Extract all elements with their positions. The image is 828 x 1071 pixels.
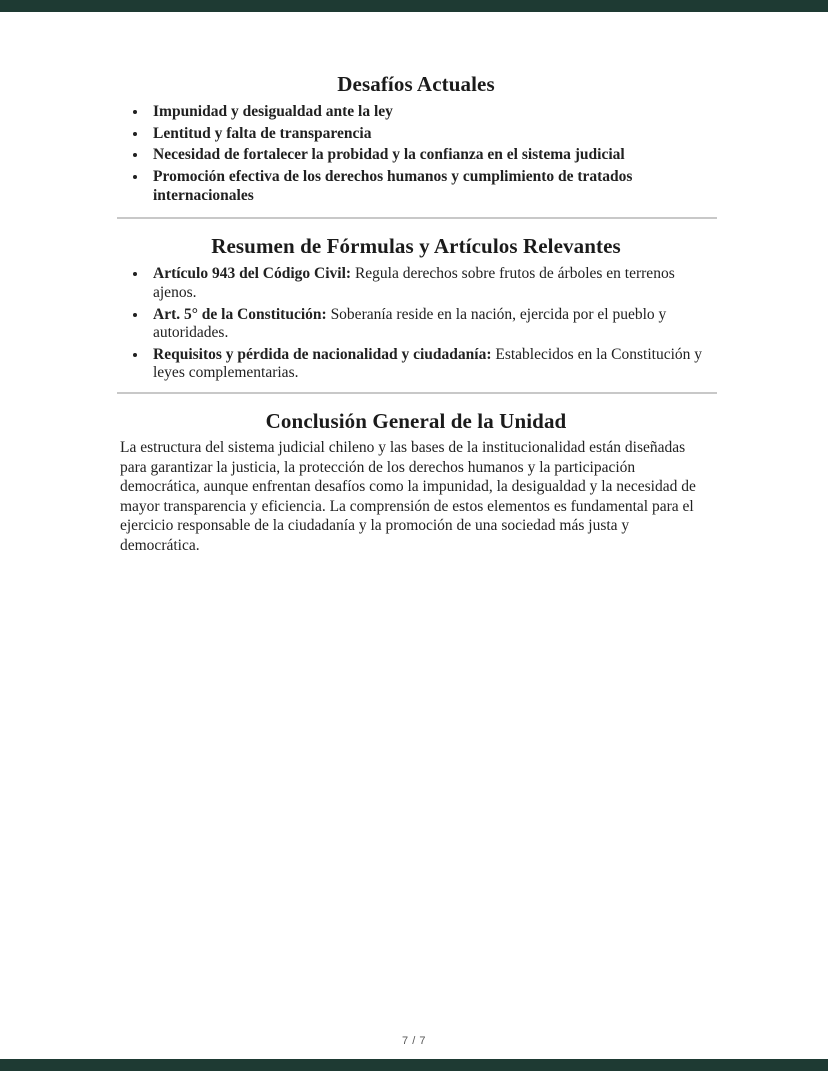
top-accent-bar [0, 0, 828, 12]
page-number: 7 / 7 [402, 1035, 426, 1047]
section-title: Conclusión General de la Unidad [265, 408, 567, 433]
bottom-accent-bar [0, 1059, 828, 1071]
conclusion-paragraph: La estructura del sistema judicial chileno y las bases de la institucionalidad están diseñadas para garantizar la justicia, la protección de los derechos humanos y la participación democrática, aunque enfrentan desafíos como la impunidad, la desigualdad y la necesidad de mayor transparencia y eficiencia. La comprensión de estos elementos es fundamental para el ejercicio responsable de la ciudadanía y la promoción de una sociedad más justa y democrática. [120, 439, 696, 554]
section-divider [117, 217, 717, 219]
bullet-list [120, 103, 712, 205]
list-item [148, 346, 712, 383]
section-resumen-formulas [120, 234, 712, 383]
section-divider [117, 392, 717, 394]
section-desafios-actuales [120, 72, 712, 205]
page-content [120, 72, 712, 555]
list-item: • Promoción efectiva de los derechos humanos y cumplimiento de tratados internacionales [148, 168, 712, 205]
desc-text: Establecidos en la Constitución y leyes complementarias. [153, 345, 703, 382]
term-text: Artículo 943 del Código Civil: [153, 265, 352, 283]
bullet-list [120, 265, 712, 383]
section-conclusion-general [120, 409, 712, 555]
term-text: Requisitos y pérdida de nacionalidad y ciudadanía: [153, 345, 492, 363]
list-item [148, 265, 712, 302]
list-item [148, 306, 712, 343]
list-item: • Lentitud y falta de transparencia [148, 125, 712, 144]
list-item: • Necesidad de fortalecer la probidad y la confianza en el sistema judicial [148, 146, 712, 165]
section-title: Desafíos Actuales [337, 72, 495, 96]
section-title: Resumen de Fórmulas y Artículos Relevantes [211, 234, 621, 259]
list-item: • Impunidad y desigualdad ante la ley [148, 103, 712, 122]
term-text: Art. 5° de la Constitución: [153, 305, 327, 323]
desc-text: Regula derechos sobre frutos de árboles en terrenos ajenos. [153, 265, 675, 301]
desc-text: Soberanía reside en la nación, ejercida por el pueblo y autoridades. [153, 305, 667, 342]
